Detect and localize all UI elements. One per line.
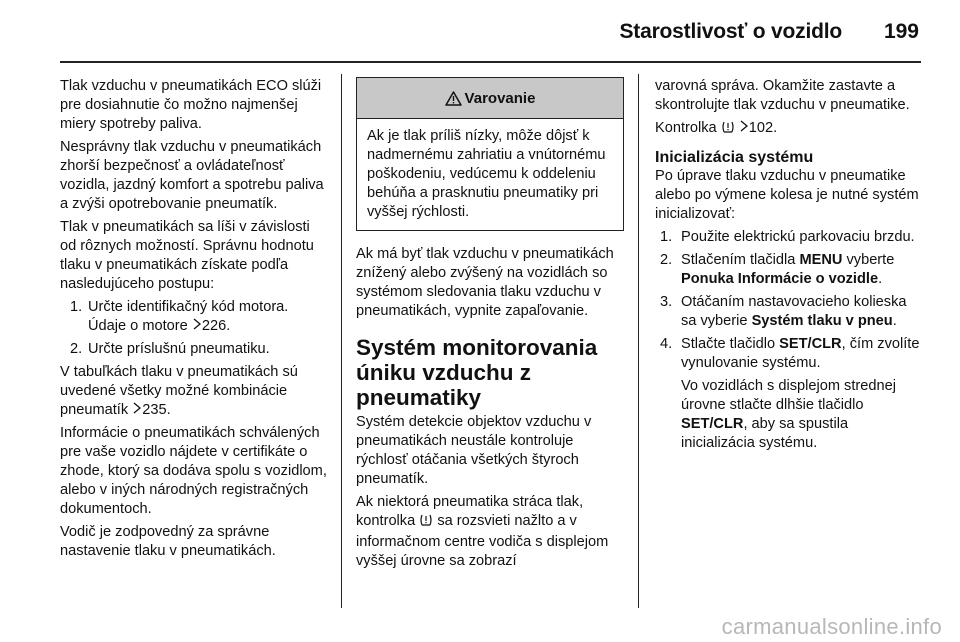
- init-steps-list: [655, 228, 923, 453]
- page-header: [0, 0, 960, 62]
- paragraph-warning-message: varovná správa. Okamžite zastavte a skontrolujte tlak vzduchu v pneumatike.: [655, 78, 910, 113]
- list-text: , čím zvolíte vynulovanie systému.: [681, 336, 920, 371]
- paragraph-tyre-info: Informácie o pneumatikách schválených pre vaše vozidlo nájdete v certifikáte o zhode, ktorý sa dodáva spolu s vozidlom, alebo v iných národných registračných dokumentoch.: [60, 425, 327, 517]
- list-text: , aby sa spustila inicializácia systému.: [681, 416, 849, 451]
- watermark: carmanualsonline.info: [721, 614, 942, 639]
- paragraph-wrong-pressure: Nesprávny tlak vzduchu v pneumatikách zhorší bezpečnosť a ovládateľnosť vozidla, jazdný komfort a spotrebu paliva a zvýši opotrebovanie pneumatík.: [60, 139, 324, 212]
- reference-link[interactable]: 102.: [748, 120, 778, 136]
- paragraph-text: V tabuľkách tlaku v pneumatikách sú uvedené všetky možné kombinácie pneumatík: [60, 364, 298, 418]
- list-number: 2.: [70, 341, 83, 357]
- paragraph-indicator-ref: [655, 119, 923, 140]
- header-rule: [60, 61, 921, 63]
- menu-button-label: MENU: [799, 252, 843, 268]
- list-text: Stlačte tlačidlo: [681, 336, 776, 352]
- page-reference-arrow-icon: [739, 119, 749, 138]
- paragraph-tables: [60, 363, 328, 420]
- column-divider-right: [638, 74, 639, 608]
- set-clr-button-label: SET/CLR: [681, 416, 744, 432]
- list-item: [60, 340, 328, 359]
- list-item: 3. Otáčaním nastavovacieho kolieska sa vyberie Systém tlaku v pneu.: [660, 294, 907, 329]
- column-middle: [356, 77, 624, 575]
- column-left: [60, 77, 328, 565]
- list-number: 1.: [660, 229, 673, 245]
- list-text: Určte príslušnú pneumatiku.: [88, 341, 270, 357]
- menu-option-label: Ponuka Informácie o vozidle: [681, 271, 879, 287]
- tyre-pressure-warning-icon: [419, 513, 433, 533]
- list-item: [655, 228, 923, 247]
- list-subparagraph: [681, 377, 923, 453]
- paragraph-init-intro: Po úprave tlaku vzduchu v pneumatike alebo po výmene kolesa je nutné systém inicializovať:: [655, 168, 919, 222]
- column-right: [655, 77, 923, 457]
- reference-link[interactable]: 235.: [142, 402, 171, 418]
- menu-option-label: Systém tlaku v pneu: [751, 313, 893, 329]
- list-text: vyberte: [846, 252, 895, 268]
- list-text: Otáčaním nastavovacieho kolieska sa vyberie: [681, 294, 907, 329]
- section-heading-initialization: Inicializácia systému: [655, 149, 814, 166]
- column-divider-left: [341, 74, 342, 608]
- page-title: Starostlivosť o vozidlo: [619, 20, 842, 43]
- list-text: Stlačením tlačidla: [681, 252, 796, 268]
- section-heading-monitoring: Systém monitorovania úniku vzduchu z pneumatiky: [356, 335, 598, 410]
- reference-link[interactable]: 226.: [201, 318, 231, 334]
- list-number: 3.: [660, 294, 673, 310]
- warning-header: [357, 78, 623, 119]
- warning-text: Ak je tlak príliš nízky, môže dôjsť k nadmernému zahriatiu a vnútornému poškodeniu, vedúcemu k oddeleniu behúňa a prasknutiu pneumatiky pri vyššej rýchlosti.: [367, 128, 606, 220]
- list-text: Vo vozidlách s displejom strednej úrovne stlačte dlhšie tlačidlo: [681, 378, 896, 413]
- procedure-list: [60, 298, 328, 359]
- paragraph-text: Kontrolka: [655, 120, 717, 136]
- page-number: 199: [883, 20, 919, 43]
- paragraph-pressure-loss: [356, 493, 624, 571]
- paragraph-ignition: Ak má byť tlak vzduchu v pneumatikách znížený alebo zvýšený na vozidlách so systémom sledovania tlaku vzduchu v pneumatikách, vypnite zapaľovanie.: [356, 246, 614, 319]
- paragraph-text: Ak niektorá pneumatika stráca tlak, kontrolka: [356, 494, 584, 529]
- paragraph-pressure-varies: Tlak v pneumatikách sa líši v závislosti od rôznych možností. Správnu hodnotu tlaku v pneumatikách získate podľa nasledujúceho postupu:: [60, 219, 314, 292]
- paragraph-eco-pressure: Tlak vzduchu v pneumatikách ECO slúži pre dosiahnutie čo možno najmenšej miery spotreby paliva.: [60, 78, 322, 132]
- tyre-pressure-warning-icon: [721, 120, 735, 140]
- warning-triangle-icon: [445, 91, 462, 106]
- list-text: Určte identifikačný kód motora. Údaje o motore: [88, 299, 289, 334]
- list-number: 2.: [660, 252, 673, 268]
- paragraph-driver-responsible: Vodič je zodpovedný za správne nastavenie tlaku v pneumatikách.: [60, 524, 276, 559]
- page-reference-arrow-icon: [132, 401, 142, 420]
- warning-box: [356, 77, 624, 231]
- list-text: Použite elektrickú parkovaciu brzdu.: [681, 229, 915, 245]
- list-item: 2. Stlačením tlačidla MENU vyberte Ponuka Informácie o vozidle.: [660, 252, 895, 287]
- list-item: [60, 298, 328, 336]
- list-number: 1.: [70, 299, 83, 315]
- set-clr-button-label: SET/CLR: [779, 336, 842, 352]
- list-number: 4.: [660, 336, 673, 352]
- page-reference-arrow-icon: [192, 317, 202, 336]
- warning-title: Varovanie: [464, 89, 536, 107]
- paragraph-detection: Systém detekcie objektov vzduchu v pneumatikách neustále kontroluje rýchlosť otáčania všetkých štyroch pneumatík.: [356, 414, 592, 487]
- list-item: [655, 335, 923, 453]
- paragraph-text: sa rozsvieti nažlto a v informačnom centre vodiča s displejom vyššej úrovne sa zobrazí: [356, 513, 609, 569]
